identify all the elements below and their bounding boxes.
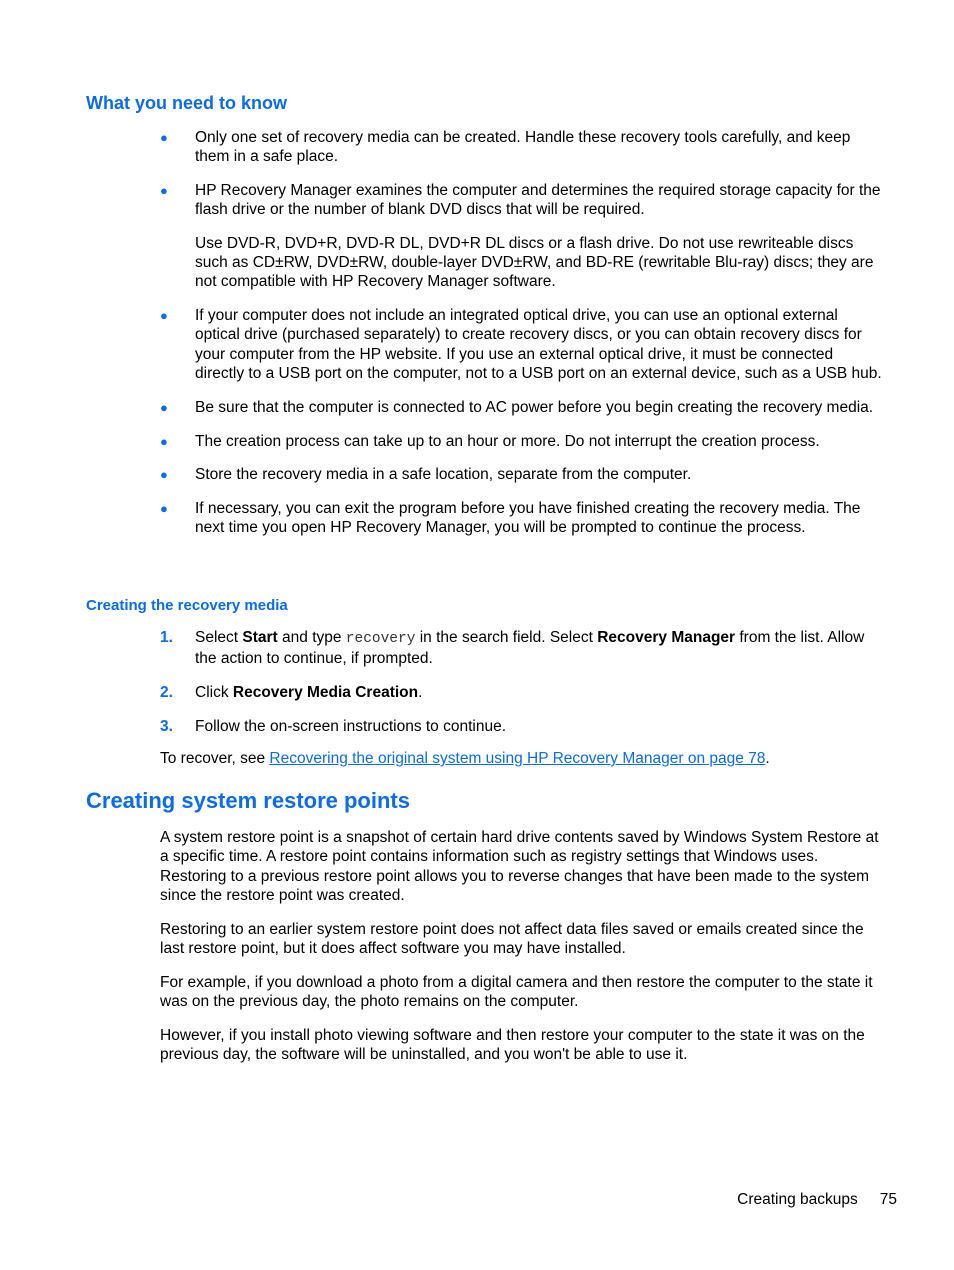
- list-item: [0, 432, 885, 451]
- bullet-icon: ●: [160, 501, 168, 517]
- reference-text: To recover, see: [160, 750, 270, 767]
- list-item-text: If your computer does not include an integrated optical drive, you can use an optional external optical drive (purchased separately) to create recovery discs, or you can obtain recovery discs for your computer from the HP website. If you use an external optical drive, it must be connected directly to a USB port on the computer, not to a USB port on an external device, such as a USB hub.: [195, 307, 882, 382]
- reference-text: .: [765, 750, 770, 767]
- bullet-icon: ●: [160, 467, 168, 483]
- list-item: [0, 499, 885, 538]
- body-paragraphs: [160, 828, 885, 1079]
- step-text: and type: [277, 629, 346, 646]
- section-heading: What you need to know: [86, 93, 287, 113]
- step-text: .: [418, 684, 423, 702]
- ui-term: Recovery Media Creation: [232, 684, 419, 702]
- step-text: from the list. Allow the action to continue, if prompted.: [195, 629, 865, 668]
- paragraph: A system restore point is a snapshot of certain hard drive contents saved by Windows System Restore at a specific time. A restore point contains information such as registry settings that Windows uses. Restoring to a previous restore point allows you to reverse changes that have been made to the system since the restore point was created.: [160, 829, 879, 904]
- step-text: Select: [195, 629, 243, 646]
- bullet-list: [0, 128, 954, 552]
- list-item: [0, 181, 885, 291]
- list-item-text: The creation process can take up to an hour or more. Do not interrupt the creation process.: [195, 432, 820, 450]
- numbered-steps: [0, 628, 954, 751]
- ui-term: Recovery Manager: [597, 629, 736, 646]
- paragraph: Restoring to an earlier system restore point does not affect data files saved or emails created since the last restore point, but it does affect software you may have installed.: [160, 920, 864, 957]
- paragraph: However, if you install photo viewing software and then restore your computer to the state it was on the previous day, the software will be uninstalled, and you won't be able to use it.: [160, 1026, 865, 1064]
- step-text: in the search field. Select: [415, 629, 598, 646]
- list-item: [0, 128, 885, 167]
- recovery-manager-link[interactable]: Recovering the original system using HP Recovery Manager on page 78: [269, 750, 766, 767]
- list-item: [0, 398, 885, 417]
- footer-chapter: Creating backups: [737, 1191, 858, 1208]
- list-item-text: Only one set of recovery media can be created. Handle these recovery tools carefully, and keep them in a safe place.: [195, 129, 851, 166]
- page-number: 75: [879, 1191, 897, 1208]
- bullet-icon: ●: [160, 399, 168, 415]
- step-number: 3.: [160, 717, 173, 735]
- step-text: Follow the on-screen instructions to continue.: [195, 717, 507, 735]
- main-heading: Creating system restore points: [86, 788, 410, 813]
- ui-term: Start: [242, 629, 278, 646]
- page-footer: [737, 1191, 897, 1209]
- code-term: recovery: [345, 631, 416, 647]
- list-item: [0, 465, 885, 484]
- step-item: [0, 683, 885, 702]
- bullet-icon: ●: [160, 308, 168, 324]
- list-item-text: HP Recovery Manager examines the computer and determines the required storage capacity for the flash drive or the number of blank DVD discs that will be required.: [195, 182, 881, 219]
- list-item: [0, 306, 885, 383]
- step-item: [0, 717, 885, 736]
- recover-reference: [160, 749, 770, 768]
- step-number: 1.: [160, 629, 173, 646]
- list-item-text: Be sure that the computer is connected to AC power before you begin creating the recovery media.: [195, 398, 874, 416]
- list-item-text: Store the recovery media in a safe location, separate from the computer.: [195, 466, 692, 484]
- bullet-icon: ●: [160, 130, 168, 145]
- subsection-heading: Creating the recovery media: [86, 597, 288, 614]
- list-item-text: Use DVD-R, DVD+R, DVD-R DL, DVD+R DL discs or a flash drive. Do not use rewriteable discs such as CD±RW, DVD±RW, double-layer DVD±RW, and BD-RE (rewritable Blu-ray) discs; they are not compatible with HP Recovery Manager software.: [195, 234, 874, 291]
- step-item: [0, 628, 885, 669]
- list-item-text: If necessary, you can exit the program before you have finished creating the recovery media. The next time you open HP Recovery Manager, you will be prompted to continue the process.: [195, 500, 861, 537]
- bullet-icon: ●: [160, 433, 168, 449]
- paragraph: For example, if you download a photo from a digital camera and then restore the computer to the state it was on the previous day, the photo remains on the computer.: [160, 973, 873, 1011]
- step-number: 2.: [160, 684, 173, 702]
- bullet-icon: ●: [160, 183, 168, 199]
- step-text: Click: [195, 684, 233, 702]
